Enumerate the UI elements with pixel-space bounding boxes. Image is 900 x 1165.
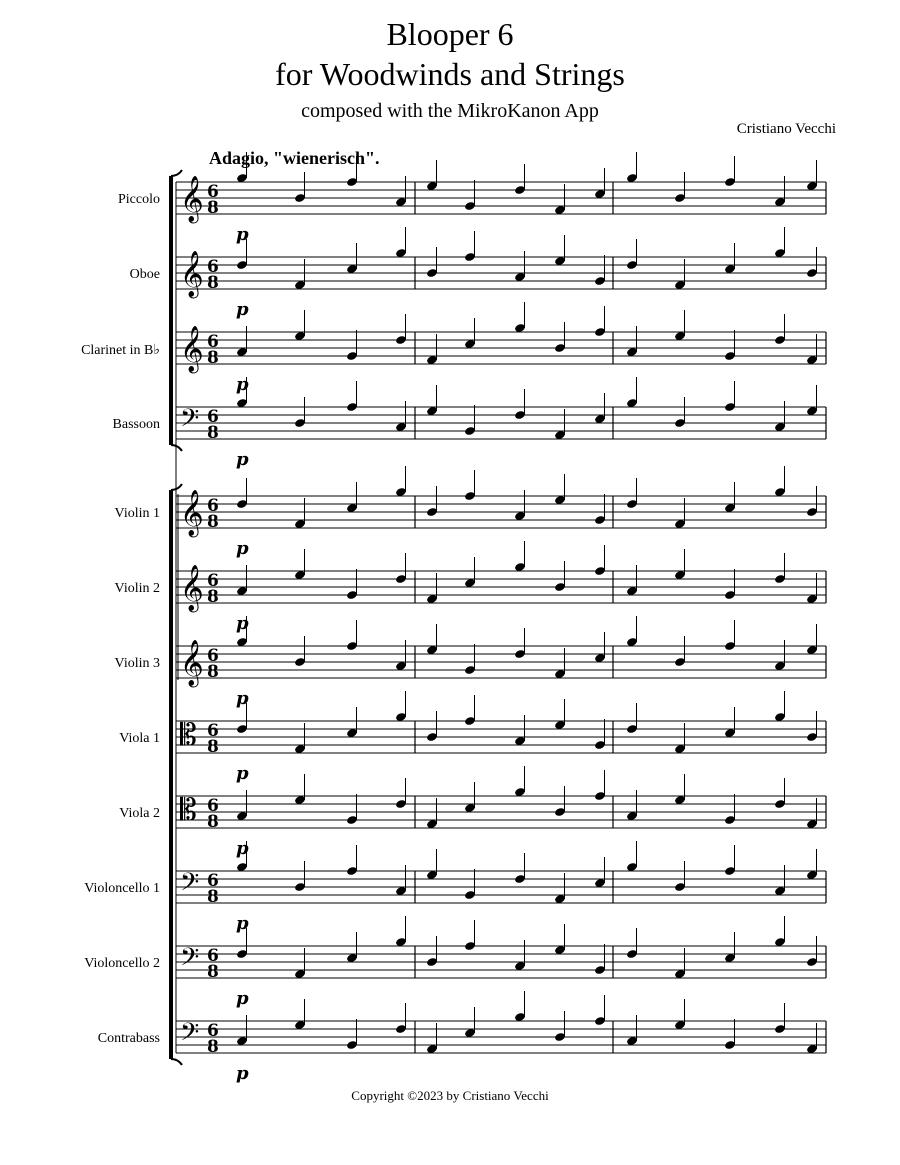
time-signature-top: 6 [207,571,219,591]
instrument-label: Contrabass [97,1031,160,1046]
staff-viola-2 [176,766,826,859]
dynamic-marking: p [236,613,249,634]
time-signature-bottom: 8 [207,887,219,907]
time-signature-top: 6 [207,407,219,427]
score-title-line2: for Woodwinds and Strings [275,56,625,92]
time-signature-top: 6 [207,871,219,891]
staff-violin-2 [176,541,826,634]
dynamic-marking: p [236,224,249,245]
treble-clef-icon: 𝄞 [180,251,204,297]
bass-clef-icon: 𝄢 [180,868,200,903]
instrument-label: Viola 1 [119,731,160,746]
time-signature-top: 6 [207,496,219,516]
bass-clef-icon: 𝄢 [180,1018,200,1053]
instrument-label: Violin 1 [114,506,160,521]
time-signature-bottom: 8 [207,962,219,982]
composer-name: Cristiano Vecchi [736,121,836,137]
treble-clef-icon: 𝄞 [180,326,204,372]
instrument-label: Violoncello 1 [84,881,160,896]
tempo-marking: Adagio, "wienerisch". [209,148,380,168]
time-signature-bottom: 8 [207,198,219,218]
dynamic-marking: p [236,449,249,470]
dynamic-marking: p [236,838,249,859]
staff-viola-1 [176,691,826,784]
time-signature-bottom: 8 [207,348,219,368]
instrument-label: Violin 3 [114,656,160,671]
instrument-label: Oboe [129,267,160,282]
time-signature-bottom: 8 [207,662,219,682]
treble-clef-icon: 𝄞 [180,176,204,222]
score-title-line1: Blooper 6 [386,16,514,52]
alto-clef-icon: 𝄡 [180,718,197,753]
time-signature-top: 6 [207,796,219,816]
copyright-notice: Copyright ©2023 by Cristiano Vecchi [351,1088,549,1103]
time-signature-top: 6 [207,257,219,277]
treble-clef-icon: 𝄞 [180,565,204,611]
dynamic-marking: p [236,538,249,559]
staff-piccolo [176,152,826,245]
staff-oboe [176,227,826,320]
instrument-label: Bassoon [112,417,160,432]
treble-clef-icon: 𝄞 [180,640,204,686]
score-subtitle: composed with the MikroKanon App [301,100,599,122]
time-signature-bottom: 8 [207,273,219,293]
time-signature-bottom: 8 [207,1037,219,1057]
time-signature-top: 6 [207,721,219,741]
time-signature-top: 6 [207,1021,219,1041]
time-signature-bottom: 8 [207,812,219,832]
time-signature-top: 6 [207,646,219,666]
time-signature-top: 6 [207,182,219,202]
staff-bassoon [176,377,826,470]
dynamic-marking: p [236,688,249,709]
instrument-label: Violin 2 [114,581,160,596]
bass-clef-icon: 𝄢 [180,943,200,978]
string-bracket-bottom [171,1059,182,1065]
staff-clarinet-in-b- [176,302,826,395]
treble-clef-icon: 𝄞 [180,490,204,536]
dynamic-marking: p [236,299,249,320]
instrument-label: Clarinet in B♭ [81,343,160,358]
dynamic-marking: p [236,913,249,934]
instrument-label: Viola 2 [119,806,160,821]
staff-contrabass [176,991,826,1084]
staff-violoncello-1 [176,841,826,934]
instrument-label: Violoncello 2 [84,956,160,971]
time-signature-bottom: 8 [207,737,219,757]
dynamic-marking: p [236,988,249,1009]
staff-violin-1 [176,466,826,559]
dynamic-marking: p [236,1063,249,1084]
staff-violin-3 [176,616,826,709]
time-signature-top: 6 [207,332,219,352]
time-signature-bottom: 8 [207,512,219,532]
time-signature-top: 6 [207,946,219,966]
alto-clef-icon: 𝄡 [180,793,197,828]
staff-violoncello-2 [176,916,826,1009]
time-signature-bottom: 8 [207,423,219,443]
bass-clef-icon: 𝄢 [180,404,200,439]
time-signature-bottom: 8 [207,587,219,607]
dynamic-marking: p [236,763,249,784]
dynamic-marking: p [236,374,249,395]
instrument-label: Piccolo [118,192,160,207]
